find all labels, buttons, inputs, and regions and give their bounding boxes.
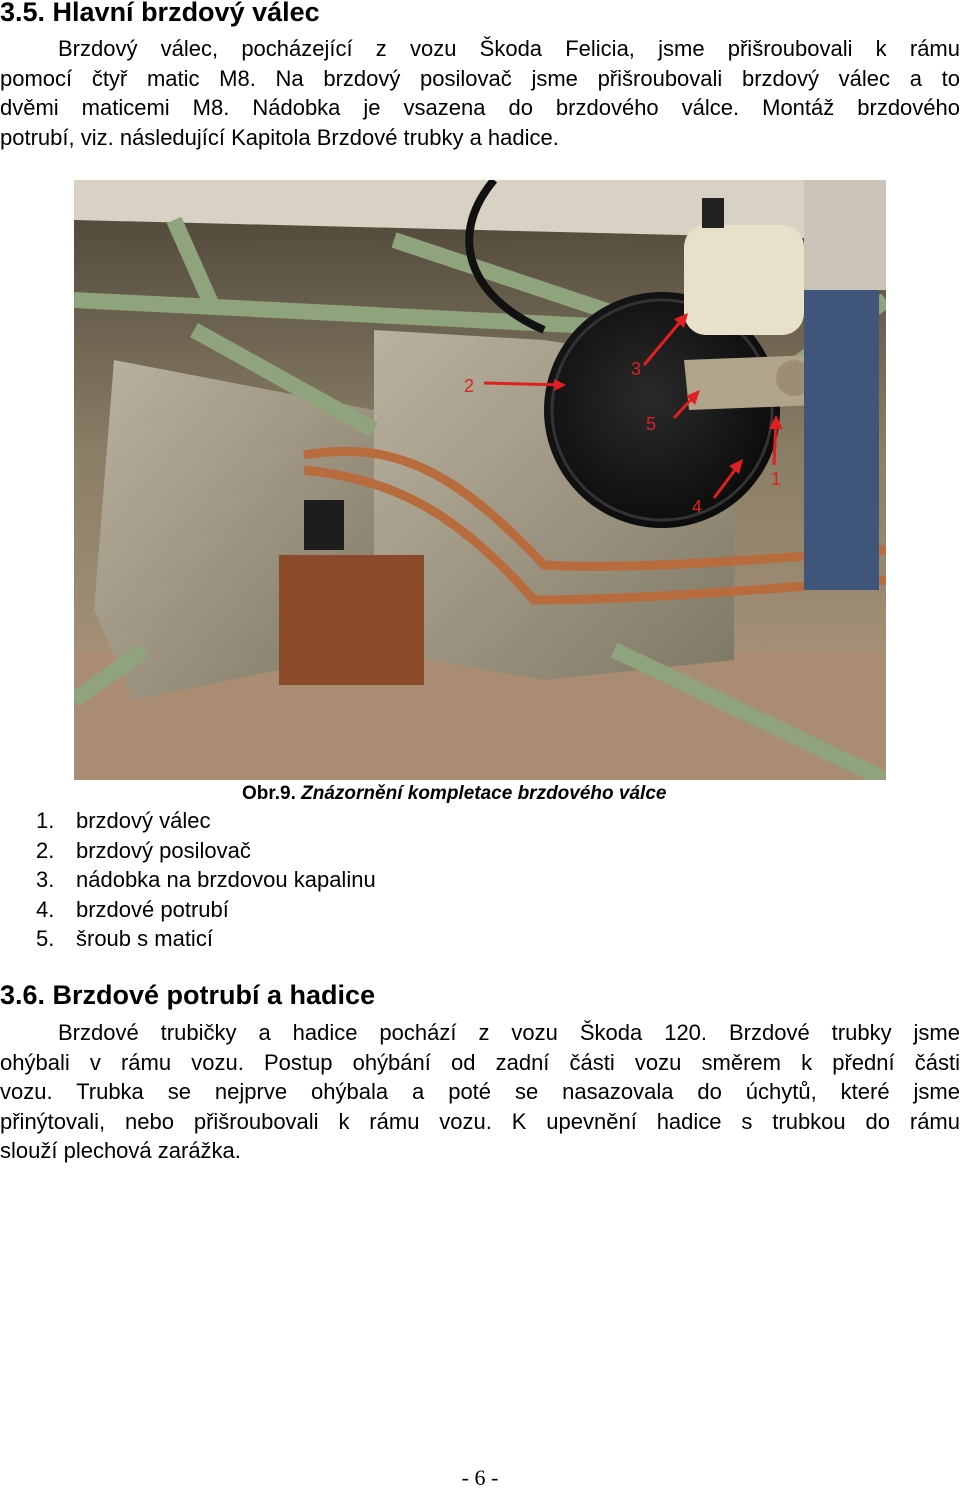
figure-caption xyxy=(242,783,666,805)
page-number: - 6 - xyxy=(461,1465,499,1490)
paragraph-line: slouží plechová zarážka. xyxy=(0,1138,241,1163)
paragraph-line: přinýtovali, nebo přišroubovali k rámu vozu. K upevnění hadice s trubkou do rámu xyxy=(0,1108,960,1134)
fluid-reservoir xyxy=(684,225,804,335)
legend-item xyxy=(36,924,376,954)
legend-item xyxy=(36,865,376,895)
section-heading-brzdove-potrubi: 3.6. Brzdové potrubí a hadice xyxy=(0,980,376,1010)
callout-label-3: 3 xyxy=(631,359,642,379)
legend-number: 2. xyxy=(36,837,55,863)
legend-number: 4. xyxy=(36,896,55,922)
caption-prefix: Obr.9. xyxy=(242,783,296,804)
paragraph-line: Brzdové trubičky a hadice pochází z vozu Škoda 120. Brzdové trubky jsme xyxy=(58,1020,960,1045)
callout-label-5: 5 xyxy=(646,414,657,434)
section-heading-hlavni-brzdovy-valec: 3.5. Hlavní brzdový válec xyxy=(0,0,320,27)
callout-label-4: 4 xyxy=(692,497,703,517)
paragraph-line: ohýbali v rámu vozu. Postup ohýbání od zadní části vozu směrem k přední části xyxy=(0,1049,960,1075)
legend-number: 1. xyxy=(36,808,55,833)
legend-number: 5. xyxy=(36,926,55,951)
legend-label: brzdový posilovač xyxy=(76,837,251,863)
legend-number: 3. xyxy=(36,867,55,892)
legend-label: brzdový válec xyxy=(76,808,211,833)
legend-item xyxy=(36,806,376,836)
paragraph-line: dvěmi maticemi M8. Nádobka je vsazena do brzdového válce. Montáž brzdového xyxy=(0,95,960,120)
legend-item xyxy=(36,895,376,925)
legend-label: šroub s maticí xyxy=(76,926,213,951)
dark-motor xyxy=(304,500,344,550)
paragraph-line: Brzdový válec, pocházející z vozu Škoda Felicia, jsme přišroubovali k rámu xyxy=(58,36,960,61)
callout-label-1: 1 xyxy=(771,469,782,489)
callout-arrow-2 xyxy=(484,383,564,385)
caption-text: Znázornění kompletace brzdového válce xyxy=(301,783,667,804)
legend-label: nádobka na brzdovou kapalinu xyxy=(76,867,376,892)
paragraph-line: pomocí čtyř matic M8. Na brzdový posilovač jsme přišroubovali brzdový válec a to xyxy=(0,65,960,91)
legend-label: brzdové potrubí xyxy=(76,896,229,922)
legend-item xyxy=(36,836,376,866)
paragraph-line: potrubí, viz. následující Kapitola Brzdové trubky a hadice. xyxy=(0,124,559,150)
section-paragraph-brzdovy-valec xyxy=(0,34,960,152)
wooden-block xyxy=(279,555,424,685)
figure-legend xyxy=(36,806,376,954)
brake-cylinder-photo xyxy=(74,180,886,780)
paragraph-line: vozu. Trubka se nejprve ohýbala a poté se nasazovala do úchytů, které jsme xyxy=(0,1079,960,1104)
person-legs xyxy=(804,180,886,590)
callout-label-2: 2 xyxy=(464,376,475,396)
section-paragraph-brzdove-potrubi xyxy=(0,1018,960,1166)
